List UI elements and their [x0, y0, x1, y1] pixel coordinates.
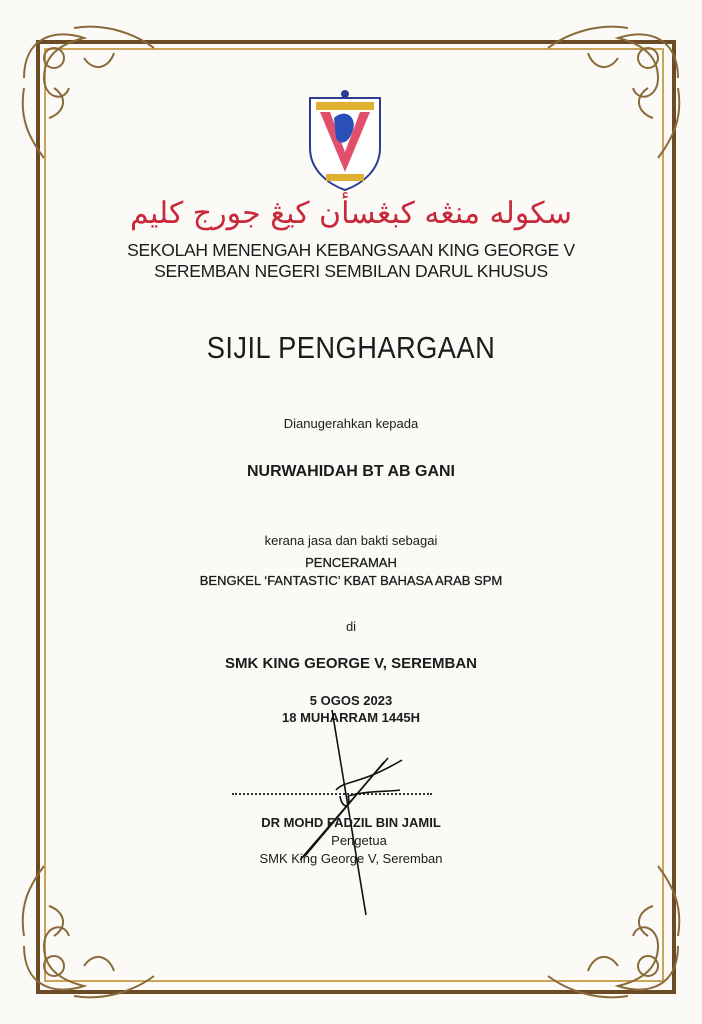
school-crest-logo — [304, 88, 386, 192]
corner-ornament-bottom-left — [14, 856, 164, 1006]
reason-label: kerana jasa dan bakti sebagai — [264, 533, 438, 548]
school-name-line1: SEKOLAH MENENGAH KEBANGSAAN KING GEORGE V — [127, 240, 575, 260]
at-label: di — [345, 619, 357, 634]
signatory-name: DR MOHD FADZIL BIN JAMIL — [261, 815, 441, 830]
venue: SMK KING GEORGE V, SEREMBAN — [225, 655, 477, 672]
corner-ornament-bottom-right — [538, 856, 688, 1006]
event-name: BENGKEL ‘FANTASTIC’ KBAT BAHASA ARAB SPM — [199, 573, 503, 588]
date-gregorian: 5 OGOS 2023 — [309, 693, 393, 708]
awarded-to-label: Dianugerahkan kepada — [283, 416, 419, 431]
certificate-title: SIJIL PENGHARGAAN — [206, 330, 496, 365]
signatory-position: Pengetua — [331, 833, 387, 848]
signature — [300, 700, 430, 920]
school-name-line2: SEREMBAN NEGERI SEMBILAN DARUL KHUSUS — [154, 261, 548, 281]
school-name-jawi: سكوله منڠه كبڠسأن كيڠ جورج كليم — [130, 196, 572, 231]
corner-ornament-top-right — [538, 18, 688, 168]
signatory-institution: SMK King George V, Seremban — [259, 851, 443, 866]
date-hijri: 18 MUHARRAM 1445H — [282, 710, 420, 725]
role: PENCERAMAH — [305, 555, 397, 570]
recipient-name: NURWAHIDAH BT AB GANI — [247, 463, 455, 480]
corner-ornament-top-left — [14, 18, 164, 168]
